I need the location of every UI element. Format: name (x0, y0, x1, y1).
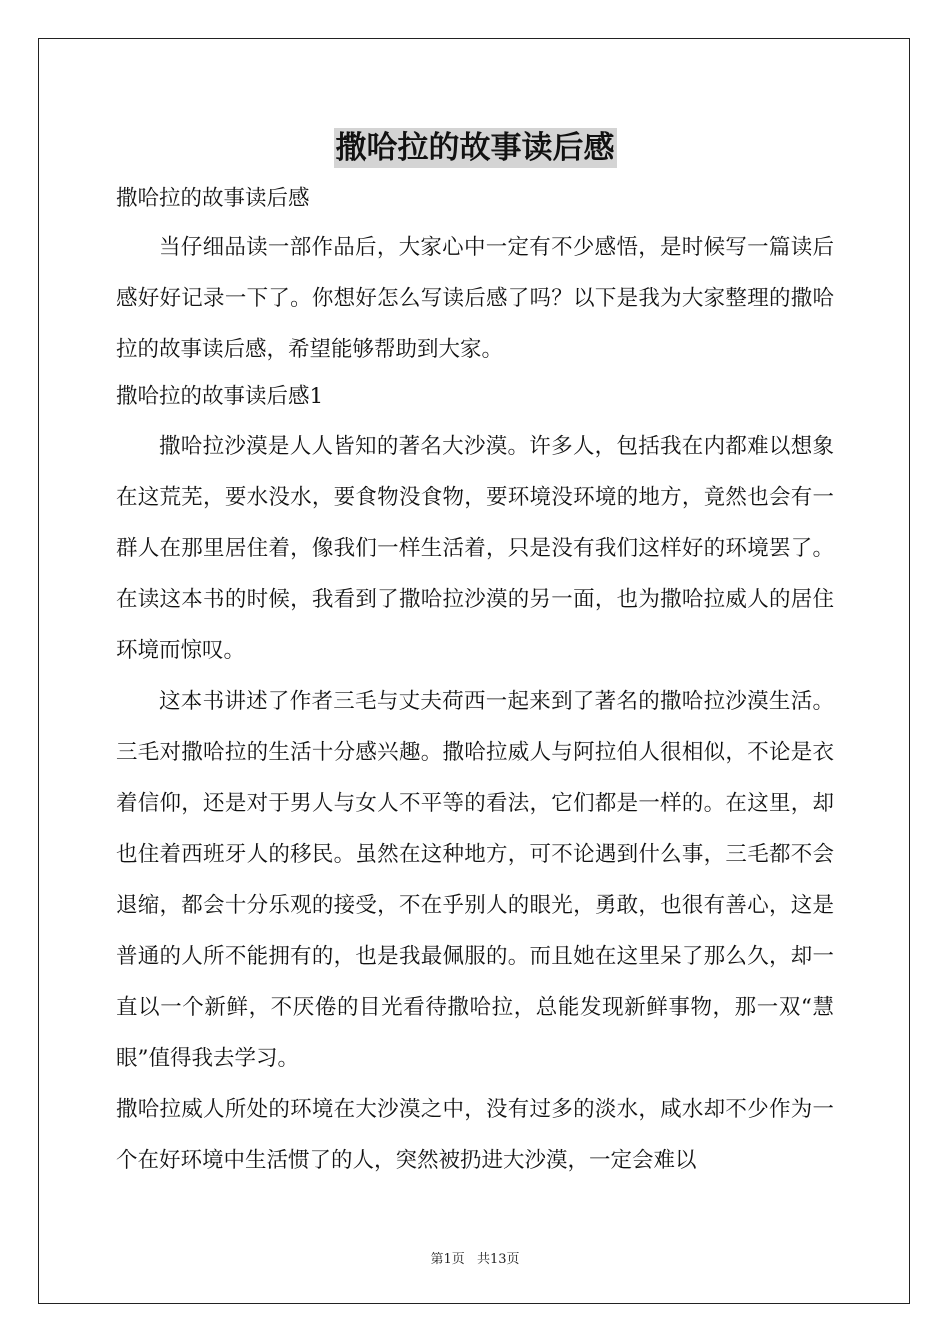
body-paragraph-3: 撒哈拉威人所处的环境在大沙漠之中，没有过多的淡水，咸水却不少作为一个在好环境中生活惯了的人，突然被扔进大沙漠，一定会难以 (116, 1097, 834, 1173)
body-paragraph-2: 这本书讲述了作者三毛与丈夫荷西一起来到了著名的撒哈拉沙漠生活。三毛对撒哈拉的生活十分感兴趣。撒哈拉威人与阿拉伯人很相似，不论是衣着信仰，还是对于男人与女人不平等的看法，它们都是一样的。在这里，却也住着西班牙人的移民。虽然在这种地方，可不论遇到什么事，三毛都不会退缩，都会十分乐观的接受，不在乎别人的眼光，勇敢，也很有善心，这是普通的人所不能拥有的，也是我最佩服的。而且她在这里呆了那么久，却一直以一个新鲜，不厌倦的目光看待撒哈拉，总能发现新鲜事物，那一双“慧眼”值得我去学习。 (116, 689, 834, 1071)
page-footer (0, 1248, 950, 1267)
document-title: 撒哈拉的故事读后感 (335, 130, 615, 166)
section-heading: 撒哈拉的故事读后感1 (116, 384, 324, 409)
title-wrap (0, 128, 950, 168)
document-body (116, 180, 834, 1186)
page-number: 第1页 (430, 1252, 465, 1267)
body-paragraph-1: 撒哈拉沙漠是人人皆知的著名大沙漠。许多人，包括我在内都难以想象在这荒芜，要水没水，要食物没食物，要环境没环境的地方，竟然也会有一群人在那里居住着，像我们一样生活着，只是没有我们这样好的环境罢了。在读这本书的时候，我看到了撒哈拉沙漠的另一面，也为撒哈拉威人的居住环境而惊叹。 (116, 434, 834, 663)
subtitle-line: 撒哈拉的故事读后感 (116, 186, 310, 211)
intro-paragraph: 当仔细品读一部作品后，大家心中一定有不少感悟，是时候写一篇读后感好好记录一下了。你想好怎么写读后感了吗？以下是我为大家整理的撒哈拉的故事读后感，希望能够帮助到大家。 (116, 235, 834, 362)
page-total: 共13页 (476, 1252, 520, 1267)
